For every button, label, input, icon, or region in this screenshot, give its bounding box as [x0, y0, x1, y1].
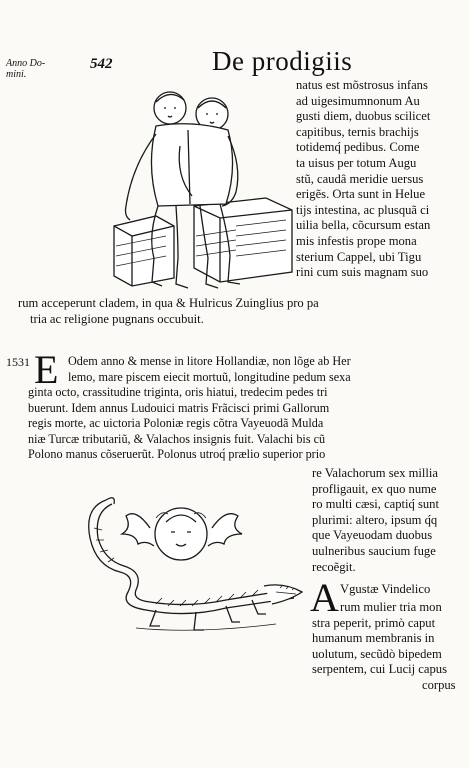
full-width-text-b: [28, 416, 325, 463]
text-line: profligauit, ex quo nume: [312, 481, 437, 496]
text-line: uolutum, secũdò bipedem: [312, 646, 442, 661]
folio-number: 542: [90, 56, 113, 72]
text-line: Odem anno & mense in litore Hollandiæ, non lõge ab Her: [68, 354, 351, 368]
text-line: totidemq́ pedibus. Come: [296, 140, 420, 155]
full-width-text-a: [18, 296, 319, 327]
text-line: Polono manus cõseruerũt. Polonus utroq́ prælio superior prio: [28, 447, 326, 462]
text-line: tijs intestina, ac plusquã ci: [296, 202, 430, 217]
paragraph-a-first-line: Vgustæ Vindelico: [340, 582, 431, 596]
page-title: De prodigiis: [212, 46, 353, 76]
text-line: mis infestis prope mona: [296, 233, 417, 248]
drop-cap-e: E: [34, 347, 59, 392]
text-line: re Valachorum sex millia: [312, 466, 439, 480]
text-line: capitibus, ternis brachijs: [296, 124, 419, 139]
text-line: niæ Turcæ tributariũ, & Valachos insignis fuit. Valachi bis cũ: [28, 431, 326, 446]
text-line: rum mulier tria mon: [340, 600, 442, 614]
text-line: uulneribus saucium fuge: [312, 543, 436, 558]
margin-note-year: [6, 58, 45, 80]
text-line: ta uisus per totum Augu: [296, 155, 417, 170]
paragraph-a: [312, 600, 456, 694]
text-line: uilia bella, cõcursum estan: [296, 218, 431, 233]
margin-year-1531: 1531: [6, 355, 30, 369]
text-line: regis morte, ac uictoria Poloniæ regis cõtra Vayeuodã Mulda: [28, 416, 324, 430]
text-line: ad uigesimumnonum Au: [296, 93, 420, 108]
text-line: ginta octo, crassitudine triginta, oris hiatui, tredecim pedes tri: [28, 385, 328, 400]
text-line: rum acceperunt cladem, in qua & Hulricus Zuinglius pro pa: [18, 296, 319, 310]
text-line: buerunt. Idem annus Ludouici matris Frãcisci primi Gallorum: [28, 400, 330, 415]
serpent-monster-woodcut-figure: [76, 488, 306, 636]
text-line: sterium Cappel, ubi Tigu: [296, 249, 422, 264]
lower-column-text: [312, 466, 439, 575]
text-line: tria ac religione pugnans occubuit.: [30, 311, 204, 326]
margin-note-line: Anno Do-: [6, 58, 46, 69]
paragraph-e: [28, 354, 351, 416]
text-line: serpentem, cui Lucij capus: [312, 662, 447, 677]
text-line: stra peperit, primò caput: [312, 615, 436, 630]
text-line: gusti diem, duobus scilicet: [296, 109, 431, 124]
text-line: recoẽgit.: [312, 559, 356, 574]
text-line: corpus: [422, 677, 456, 692]
margin-note-line: mini.: [6, 69, 27, 80]
text-line: rini cum suis magnam suo: [296, 265, 429, 280]
text-line: erigẽs. Orta sunt in Helue: [296, 187, 426, 202]
text-line: plurimi: altero, ipsum q́q: [312, 512, 438, 527]
text-line: ro multi cæsi, captiq́ sunt: [312, 497, 439, 512]
text-line: humanum membranis in: [312, 631, 435, 646]
top-column-text: [296, 78, 430, 281]
text-line: natus est mõstrosus infans: [296, 78, 428, 92]
text-line: stũ, caudâ meridie uersus: [296, 171, 424, 186]
text-line: lemo, mare piscem eiecit mortuũ, longitudine pedum sexa: [68, 369, 351, 384]
text-line: que Vayeuodam duobus: [312, 528, 433, 543]
drop-cap-a: A: [310, 575, 339, 620]
conjoined-twins-woodcut-figure: [96, 86, 296, 300]
